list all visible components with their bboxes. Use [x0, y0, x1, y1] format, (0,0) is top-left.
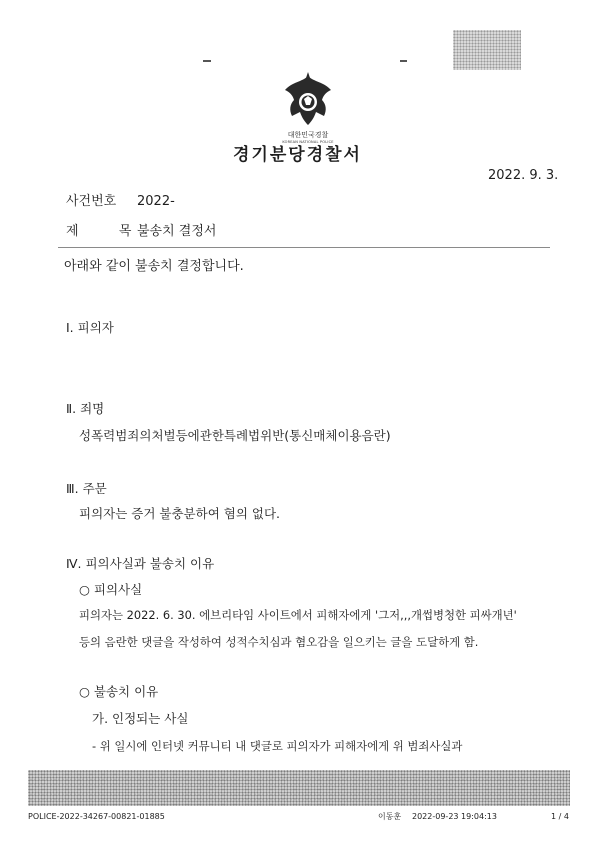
emblem-caption: 대한민국경찰 — [287, 131, 329, 139]
footer-document-id: POLICE-2022-34267-00821-01885 — [28, 812, 165, 821]
header-divider — [58, 247, 550, 248]
footer-officer: 이동훈 — [378, 812, 402, 821]
scan-noise-band — [28, 770, 570, 806]
document-date: 2022. 9. 3. — [488, 168, 559, 183]
section-charge-body: 성폭력범죄의처벌등에관한특례법위반(통신매체이용음란) — [79, 428, 391, 443]
subject-label: 제 목 — [66, 224, 132, 239]
agency-title: 경기분당경찰서 — [233, 145, 362, 165]
facts-subheading: ○ 피의사실 — [79, 582, 143, 597]
section-suspect-heading: Ⅰ. 피의자 — [66, 320, 114, 335]
scan-speck — [203, 60, 211, 62]
footer-page-number: 1 / 4 — [551, 812, 569, 821]
section-facts-heading: Ⅳ. 피의사실과 불송치 이유 — [66, 556, 215, 571]
section-charge-heading: Ⅱ. 죄명 — [66, 401, 105, 416]
facts-line: 등의 음란한 댓글을 작성하여 성적수치심과 혐오감을 일으키는 글을 도달하게 함. — [79, 635, 479, 649]
reason-line: - 위 일시에 인터넷 커뮤니티 내 댓글로 피의자가 피해자에게 위 범죄사실과 — [92, 739, 463, 753]
case-number-value: 2022- — [137, 194, 175, 209]
section-order-heading: Ⅲ. 주문 — [66, 481, 107, 496]
intro-text: 아래와 같이 불송치 결정합니다. — [64, 259, 244, 274]
reason-item-a: 가. 인정되는 사실 — [92, 711, 189, 726]
footer-timestamp: 2022-09-23 19:04:13 — [412, 812, 497, 821]
subject-value: 불송치 결정서 — [137, 224, 217, 239]
facts-line: 피의자는 2022. 6. 30. 에브리타임 사이트에서 피해자에게 '그저,,,개썹병청한 피싸개년' — [79, 608, 517, 622]
police-emblem-icon — [280, 72, 336, 130]
case-number-label: 사건번호 — [66, 194, 117, 209]
section-order-body: 피의자는 증거 불충분하여 혐의 없다. — [79, 506, 280, 521]
reason-subheading: ○ 불송치 이유 — [79, 684, 159, 699]
emblem-subcaption: KOREAN NATIONAL POLICE — [282, 140, 334, 144]
scan-stamp-top-right — [453, 30, 521, 70]
scan-speck — [400, 60, 407, 62]
